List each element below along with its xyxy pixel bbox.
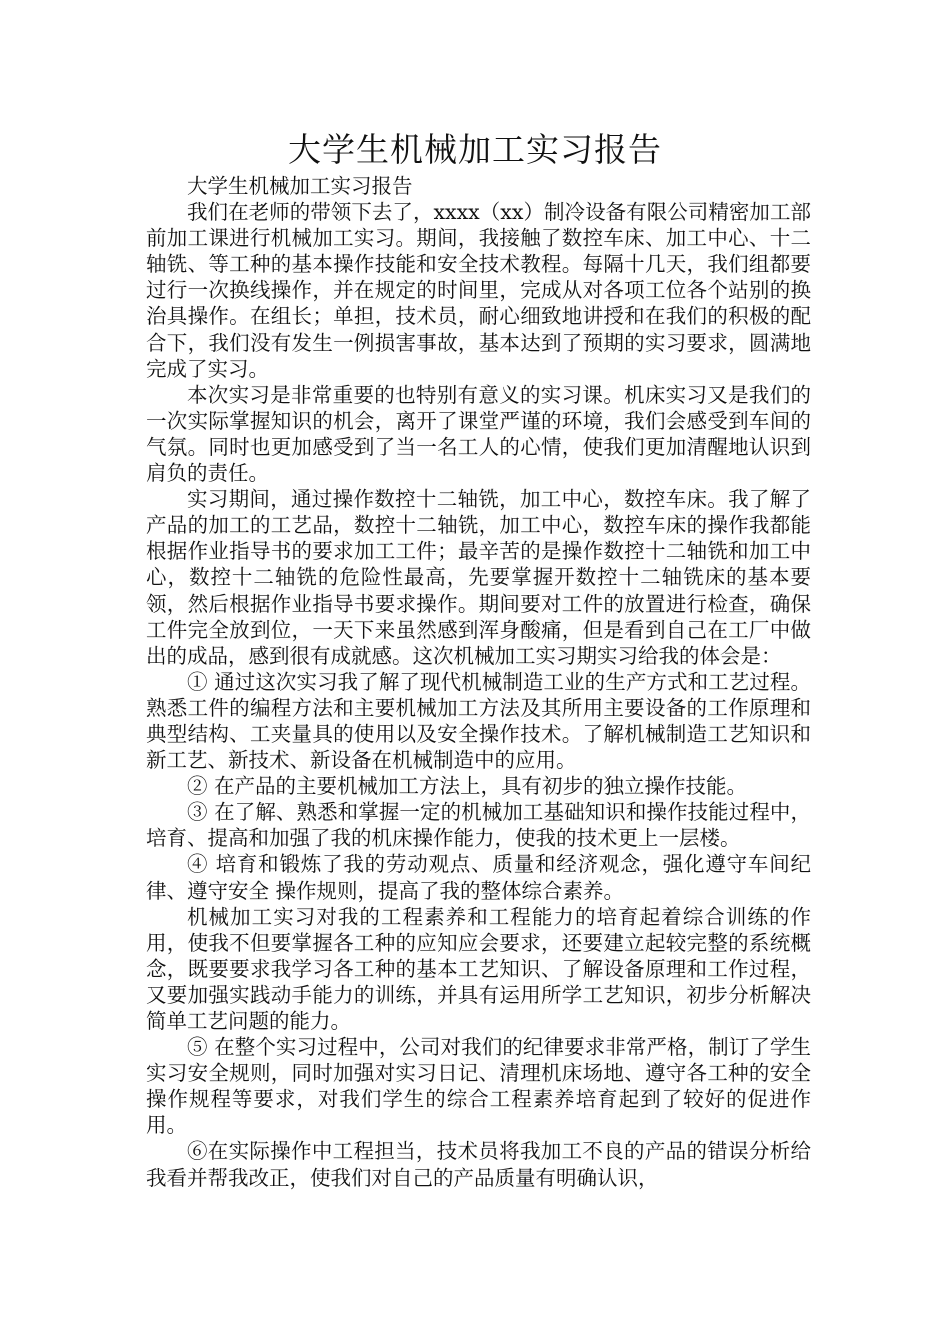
intro-paragraph: 我们在老师的带领下去了，xxxx（xx）制冷设备有限公司精密加工部前加工课进行机械加工实习。期间，我接触了数控车床、加工中心、十二轴铣、等工种的基本操作技能和安全技术教程。每隔十几天，我们组都要过行一次换线操作，并在规定的时间里，完成从对各项工位各个站别的换治具操作。在组长；单担，技术员，耐心细致地讲授和在我们的积极的配合下，我们没有发生一例损害事故，基本达到了预期的实习要求，圆满地完成了实习。 xyxy=(146,200,811,381)
document-body xyxy=(146,173,811,1191)
point-4-paragraph: ④ 培育和锻炼了我的劳动观点、质量和经济观念，强化遵守车间纪律、遵守安全 操作规则，提高了我的整体综合素养。 xyxy=(146,852,811,903)
point-5-paragraph: ⑤ 在整个实习过程中，公司对我们的纪律要求非常严格，制订了学生实习安全规则，同时加强对实习日记、清理机床场地、遵守各工种的安全操作规程等要求，对我们学生的综合工程素养培育起到了较好的促进作用。 xyxy=(146,1035,811,1138)
subtitle-paragraph: 大学生机械加工实习报告 xyxy=(187,174,413,198)
point-6-paragraph: ⑥在实际操作中工程担当，技术员将我加工不良的产品的错误分析给我看并帮我改正，使我们对自己的产品质量有明确认识， xyxy=(146,1139,811,1190)
document-title: 大学生机械加工实习报告 xyxy=(288,130,662,169)
practice-paragraph: 实习期间，通过操作数控十二轴铣，加工中心，数控车床。我了解了产品的加工的工艺品，数控十二轴铣，加工中心，数控车床的操作我都能根据作业指导书的要求加工工件；最辛苦的是操作数控十二轴铣和加工中心，数控十二轴铣的危险性最高，先要掌握开数控十二轴铣床的基本要领，然后根据作业指导书要求操作。期间要对工件的放置进行检查，确保工件完全放到位，一天下来虽然感到浑身酸痛，但是看到自己在工厂中做出的成品，感到很有成就感。这次机械加工实习期实习给我的体会是： xyxy=(146,487,811,668)
point-2-paragraph: ② 在产品的主要机械加工方法上，具有初步的独立操作技能。 xyxy=(187,774,748,799)
training-paragraph: 机械加工实习对我的工程素养和工程能力的培育起着综合训练的作用，使我不但要掌握各工种的应知应会要求，还要建立起较完整的系统概念，既要要求我学习各工种的基本工艺知识、了解设备原理和工作过程，又要加强实践动手能力的训练，并具有运用所学工艺知识，初步分析解决简单工艺问题的能力。 xyxy=(146,904,811,1033)
point-3-paragraph: ③ 在了解、熟悉和掌握一定的机械加工基础知识和操作技能过程中，培育、提高和加强了我的机床操作能力，使我的技术更上一层楼。 xyxy=(146,800,811,851)
significance-paragraph: 本次实习是非常重要的也特别有意义的实习课。机床实习又是我们的一次实际掌握知识的机会，离开了课堂严谨的环境，我们会感受到车间的气氛。同时也更加感受到了当一名工人的心情，使我们更加清醒地认识到肩负的责任。 xyxy=(146,382,811,486)
point-1-paragraph: ① 通过这次实习我了解了现代机械制造工业的生产方式和工艺过程。熟悉工件的编程方法和主要机械加工方法及其所用主要设备的工作原理和典型结构、工夹量具的使用以及安全操作技术。了解机械制造工艺知识和新工艺、新技术、新设备在机械制造中的应用。 xyxy=(146,669,811,773)
